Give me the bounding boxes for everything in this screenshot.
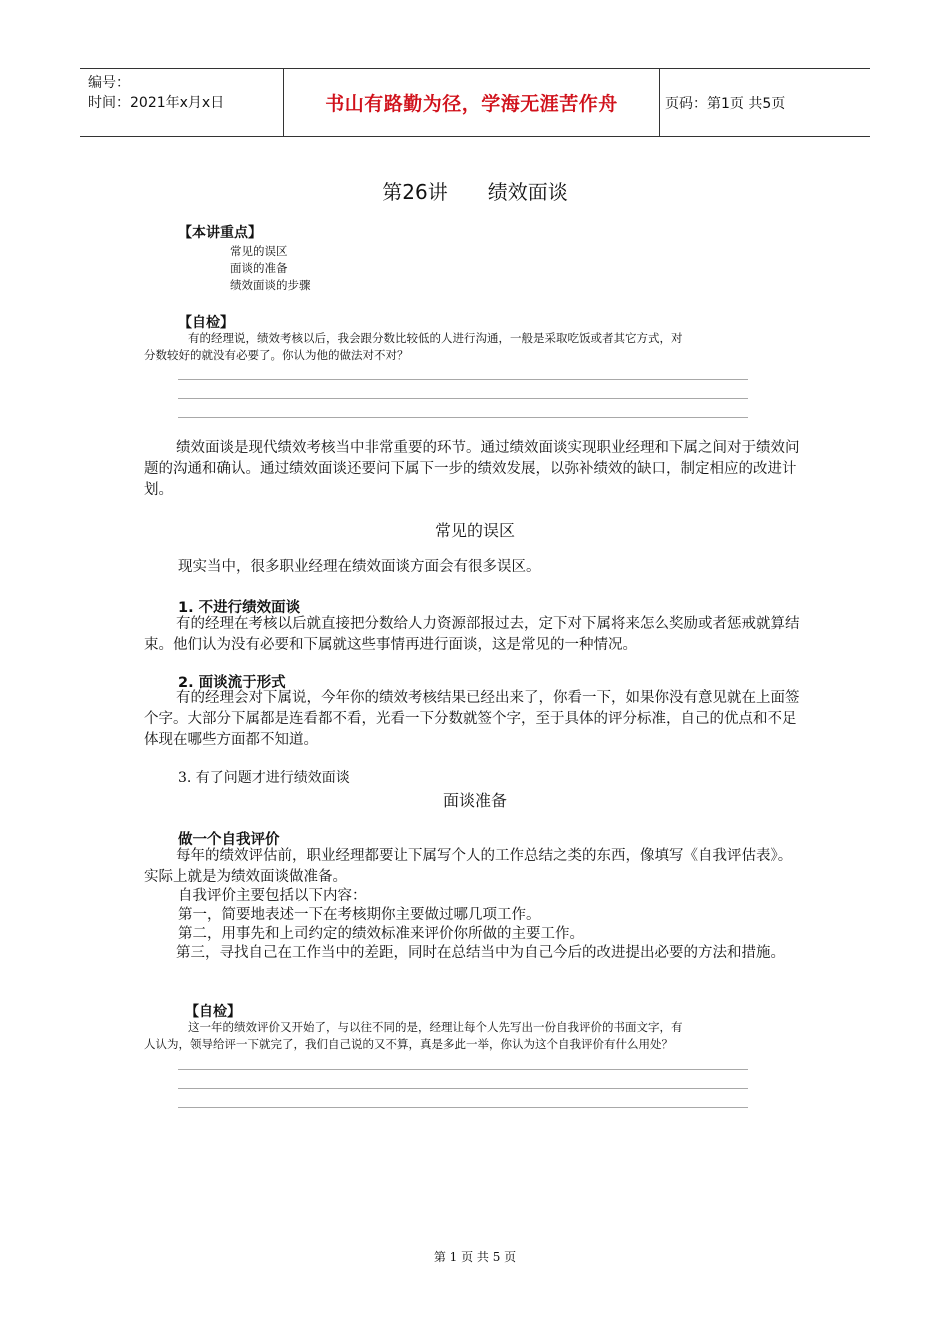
- self-check-label: 【自检】: [178, 315, 234, 331]
- page-footer: 第 1 页 共 5 页: [433, 1250, 517, 1264]
- subsection-body: 有的经理在考核以后就直接把分数给人力资源部报过去，定下对下属将来怎么奖励或者惩戒就算结束。他们认为没有必要和下属就这些事情再进行面谈，这是常见的一种情况。: [144, 616, 800, 653]
- answer-line: [178, 379, 748, 380]
- subsection-body: 有的经理会对下属说，今年你的绩效考核结果已经出来了，你看一下，如果你没有意见就在上面签个字。大部分下属都是连看都不看，光看一下分数就签个字，至于具体的评分标准，自己的优点和不足体现在哪些方面都不知道。: [144, 690, 800, 748]
- self-check-question-line: 这一年的绩效评价又开始了，与以往不同的是，经理让每个人先写出一份自我评价的书面文字，有: [188, 1020, 683, 1034]
- subsection-title: 3. 有了问题才进行绩效面谈: [178, 770, 350, 786]
- lecture-topic: 绩效面谈: [487, 180, 568, 204]
- lecture-title: [0, 176, 950, 205]
- header-motto: 书山有路勤为径，学海无涯苦作舟: [283, 69, 660, 136]
- page-header: [80, 68, 870, 137]
- header-page-info: 页码：第1页 共5页: [665, 95, 786, 112]
- key-point-item: 常见的误区: [230, 244, 288, 258]
- document-number-label: 编号：: [88, 75, 130, 91]
- body-line: 第二，用事先和上司约定的绩效标准来评价你所做的主要工作。: [178, 926, 584, 942]
- self-check-question-line: 分数较好的就没有必要了。你认为他的做法对不对？: [144, 348, 409, 362]
- section-lead: 现实当中，很多职业经理在绩效面谈方面会有很多误区。: [178, 559, 541, 575]
- lecture-number: 第26讲: [382, 180, 448, 204]
- body-line: 自我评价主要包括以下内容：: [178, 888, 367, 904]
- section-heading: 面谈准备: [442, 791, 507, 810]
- section-heading: 常见的误区: [434, 521, 515, 540]
- answer-line: [178, 1088, 748, 1089]
- self-check-question-line: 有的经理说，绩效考核以后，我会跟分数比较低的人进行沟通，一般是采取吃饭或者其它方式，对: [188, 331, 683, 345]
- key-point-item: 绩效面谈的步骤: [230, 278, 311, 292]
- answer-line: [178, 1107, 748, 1108]
- key-points-list: [230, 243, 311, 294]
- subsection-title: 1. 不进行绩效面谈: [178, 600, 301, 616]
- subsection-title: 做一个自我评价: [178, 832, 280, 848]
- answer-line: [178, 417, 748, 418]
- self-check-label: 【自检】: [185, 1004, 241, 1020]
- intro-paragraph: 绩效面谈是现代绩效考核当中非常重要的环节。通过绩效面谈实现职业经理和下属之间对于绩效问题的沟通和确认。通过绩效面谈还要问下属下一步的绩效发展，以弥补绩效的缺口，制定相应的改进计划。: [144, 440, 800, 498]
- body-line: 第一，简要地表述一下在考核期你主要做过哪几项工作。: [178, 907, 541, 923]
- document-date: 时间：2021年x月x日: [88, 95, 225, 111]
- key-point-item: 面谈的准备: [230, 261, 288, 275]
- answer-line: [178, 1069, 748, 1070]
- subsection-title: 2. 面谈流于形式: [178, 675, 286, 691]
- answer-line: [178, 398, 748, 399]
- subsection-body: 每年的绩效评估前，职业经理都要让下属写个人的工作总结之类的东西，像填写《自我评估表》。实际上就是为绩效面谈做准备。: [144, 848, 793, 885]
- self-check-question-line: 人认为，领导给评一下就完了，我们自己说的又不算，真是多此一举，你认为这个自我评价有什么用处？: [144, 1037, 673, 1051]
- subsection-body: 第三，寻找自己在工作当中的差距，同时在总结当中为自己今后的改进提出必要的方法和措施。: [176, 945, 785, 961]
- key-points-label: 【本讲重点】: [178, 225, 262, 241]
- header-meta: [88, 73, 224, 113]
